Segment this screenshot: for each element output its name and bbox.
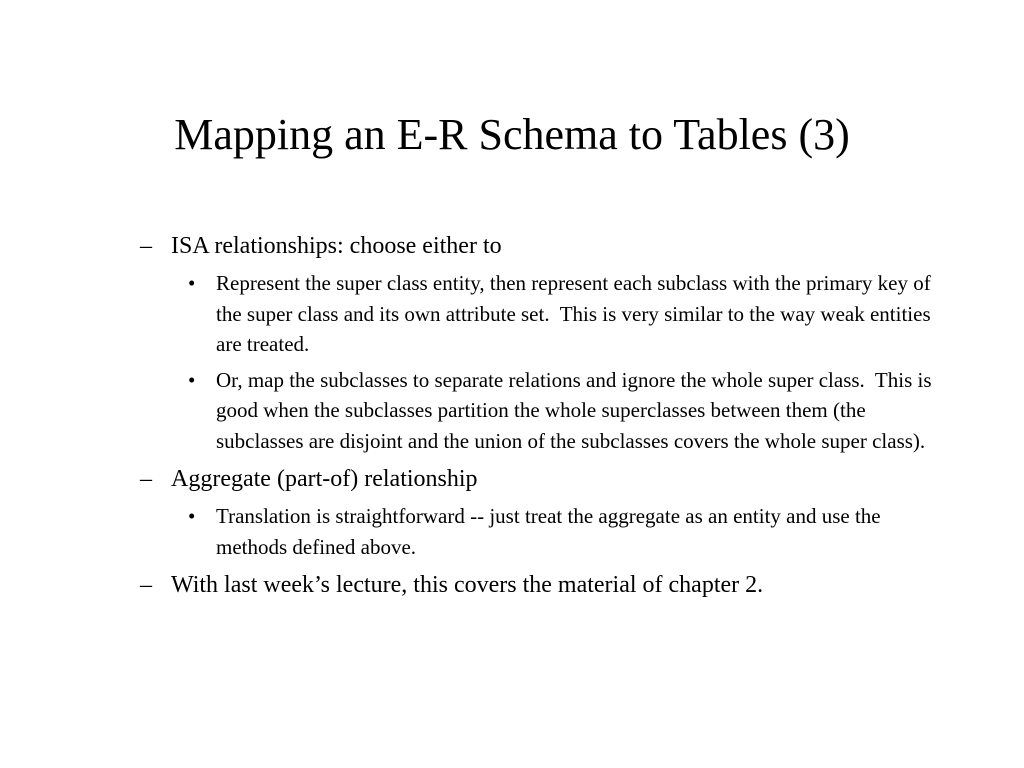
point-last-week-lecture <box>140 567 940 603</box>
point-aggregate-relationship <box>140 461 940 497</box>
point-text: With last week’s lecture, this covers the material of chapter 2. <box>171 572 764 598</box>
subpoint-map-subclasses <box>140 365 937 457</box>
dash-marker: – <box>140 572 152 598</box>
subpoint-text: Represent the super class entity, then represent each subclass with the primary key of the super class and its own attribute set. This is very similar to the way weak entities are treated. <box>216 271 936 356</box>
bullet-marker: • <box>188 504 196 528</box>
point-text: Aggregate (part-of) relationship <box>171 466 478 492</box>
subpoint-translation <box>140 501 916 562</box>
dash-marker: – <box>140 233 152 259</box>
bullet-marker: • <box>188 367 196 392</box>
slide-title: Mapping an E-R Schema to Tables (3) <box>174 110 850 159</box>
point-text: ISA relationships: choose either to <box>171 233 502 259</box>
subpoint-list <box>140 268 940 456</box>
bullet-marker: • <box>188 271 196 295</box>
point-isa-relationships <box>140 228 940 264</box>
subpoint-text: Translation is straightforward -- just treat the aggregate as an entity and use the methods defined above. <box>216 504 881 559</box>
dash-marker: – <box>140 466 152 492</box>
subpoint-super-class-entity <box>140 268 936 360</box>
subpoint-text: Or, map the subclasses to separate relations and ignore the whole super class. This is good when the subclasses partition the whole superclasses between them (the subclasses are disjoint and the union of the subclasses covers the whole super class). <box>216 367 937 453</box>
subpoint-list <box>140 501 940 562</box>
slide-body <box>140 228 940 607</box>
